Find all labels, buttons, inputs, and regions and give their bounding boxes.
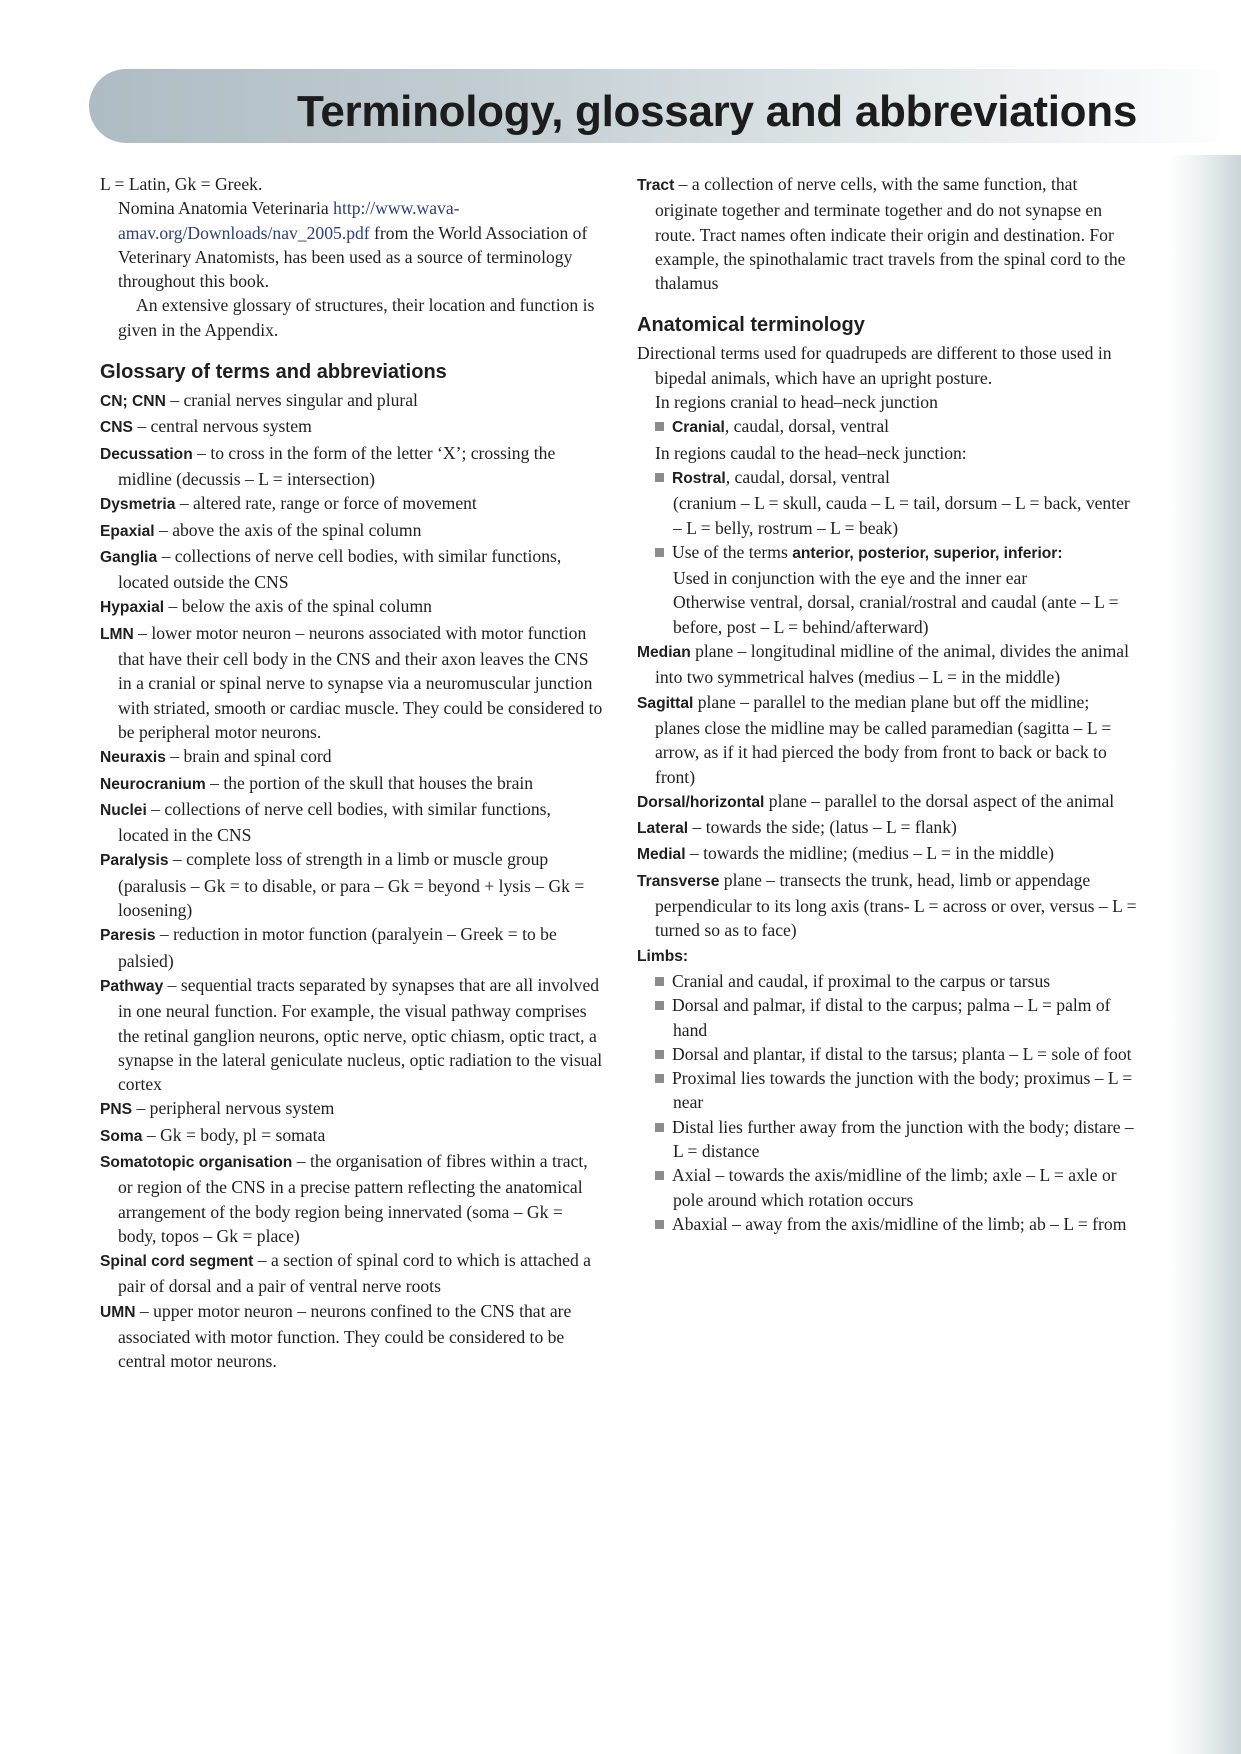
glossary-term: UMN bbox=[100, 1303, 136, 1321]
rostral-bullet bbox=[637, 465, 1137, 491]
limb-bullet bbox=[637, 1163, 1137, 1212]
glossary-entry bbox=[100, 1149, 605, 1248]
limb-text: Dorsal and palmar, if distal to the carpus; palma – L = palm of hand bbox=[672, 995, 1111, 1040]
plane-entry bbox=[637, 868, 1137, 943]
glossary-definition: – central nervous system bbox=[132, 416, 312, 437]
plane-definition: – towards the side; (latus – L = flank) bbox=[688, 817, 957, 838]
limb-text: Abaxial – away from the axis/midline of the limb; ab – L = from bbox=[672, 1213, 1127, 1234]
bullet-term: anterior, posterior, superior, inferior: bbox=[792, 544, 1063, 562]
limbs-heading bbox=[637, 943, 1137, 969]
glossary-definition: – collections of nerve cell bodies, with similar functions, located in the CNS bbox=[118, 798, 551, 846]
glossary-entry bbox=[100, 973, 605, 1096]
plane-definition: plane – parallel to the median plane but off the midline; planes close the midline may be called paramedian (sagitta – L = arrow, as if it had pierced the body from front to back or back to front) bbox=[655, 691, 1112, 787]
glossary-definition: – altered rate, range or force of movement bbox=[175, 493, 477, 514]
glossary-entry bbox=[100, 1248, 605, 1299]
limb-bullet bbox=[637, 993, 1137, 1042]
glossary-term: Hypaxial bbox=[100, 599, 165, 617]
glossary-definition: – the organisation of fibres within a tract, or region of the CNS in a precise pattern reflecting the anatomical arrangement of the body region being innervated (soma – Gk = body, topos – Gk = place) bbox=[118, 1150, 588, 1246]
glossary-term: Neurocranium bbox=[100, 775, 206, 793]
glossary-definition: – complete loss of strength in a limb or muscle group (paralusis – Gk = to disable, or para – Gk = beyond + lysis – Gk = loosening) bbox=[118, 849, 585, 921]
limb-bullet bbox=[637, 1212, 1137, 1236]
bullet-text: Use of the terms bbox=[672, 541, 793, 562]
limbs-list bbox=[637, 969, 1137, 1236]
glossary-definition: – a section of spinal cord to which is attached a pair of dorsal and a pair of ventral nerve roots bbox=[118, 1250, 591, 1297]
glossary-term: Paralysis bbox=[100, 852, 169, 870]
glossary-definition: – upper motor neuron – neurons confined to the CNS that are associated with motor function. They could be considered to be central motor neurons. bbox=[118, 1300, 572, 1372]
bullet-text: , caudal, dorsal, ventral bbox=[725, 466, 890, 487]
glossary-term: Dysmetria bbox=[100, 496, 176, 514]
glossary-definition: – brain and spinal cord bbox=[165, 746, 332, 767]
glossary-definition: – below the axis of the spinal column bbox=[164, 596, 432, 617]
square-bullet-icon bbox=[655, 1074, 664, 1083]
limb-text: Distal lies further away from the junction with the body; distare – L = distance bbox=[672, 1116, 1134, 1161]
nav-source-paragraph bbox=[100, 196, 605, 293]
glossary-definition: – sequential tracts separated by synapses that are all involved in one neural function. For example, the visual pathway comprises the retinal ganglion neurons, optic nerve, optic chiasm, optic tract, a synapse in the lateral geniculate nucleus, optic radiation to the visual cortex bbox=[118, 974, 603, 1095]
cranial-regions-label: In regions cranial to head–neck junction bbox=[655, 392, 938, 413]
glossary-entry bbox=[100, 544, 605, 595]
glossary-list-left bbox=[100, 388, 605, 1374]
glossary-entry bbox=[100, 744, 605, 770]
glossary-term: Decussation bbox=[100, 445, 193, 463]
cranial-bullet bbox=[637, 414, 1137, 440]
plane-entry bbox=[637, 789, 1137, 815]
glossary-entry bbox=[100, 847, 605, 922]
square-bullet-icon bbox=[655, 548, 664, 557]
appendix-note: An extensive glossary of structures, their location and function is given in the Appendix. bbox=[118, 295, 595, 340]
square-bullet-icon bbox=[655, 977, 664, 986]
rostral-note: (cranium – L = skull, cauda – L = tail, dorsum – L = back, venter – L = belly, rostrum – L = beak) bbox=[673, 493, 1130, 538]
glossary-definition: – collections of nerve cell bodies, with similar functions, located outside the CNS bbox=[118, 545, 562, 593]
glossary-definition: – a collection of nerve cells, with the same function, that originate together and terminate together and do not synapse en route. Tract names often indicate their origin and destination. For example, the spinothalamic tract travels from the spinal cord to the thalamus bbox=[655, 174, 1126, 294]
language-key: L = Latin, Gk = Greek. bbox=[100, 174, 263, 194]
nav-suffix: from the World Association of Veterinary Anatomists, has been used as a source of terminology throughout this book. bbox=[118, 222, 588, 292]
square-bullet-icon bbox=[655, 1001, 664, 1010]
glossary-entry bbox=[100, 1096, 605, 1122]
glossary-heading: Glossary of terms and abbreviations bbox=[100, 361, 447, 384]
glossary-definition: – cranial nerves singular and plural bbox=[165, 390, 418, 411]
plane-entry bbox=[637, 639, 1137, 690]
glossary-definition: – the portion of the skull that houses the brain bbox=[205, 772, 534, 793]
limb-bullet bbox=[637, 1042, 1137, 1066]
square-bullet-icon bbox=[655, 1050, 664, 1059]
plane-entry bbox=[637, 690, 1137, 789]
glossary-term: Somatotopic organisation bbox=[100, 1153, 293, 1171]
limb-text: Proximal lies towards the junction with the body; proximus – L = near bbox=[672, 1068, 1133, 1113]
plane-term: Medial bbox=[637, 846, 686, 864]
glossary-entry bbox=[100, 1123, 605, 1149]
glossary-definition: – Gk = body, pl = somata bbox=[142, 1124, 326, 1145]
glossary-entry bbox=[100, 922, 605, 973]
glossary-entry bbox=[100, 518, 605, 544]
page-title: Terminology, glossary and abbreviations bbox=[297, 87, 1137, 136]
glossary-entry bbox=[637, 172, 1137, 295]
square-bullet-icon bbox=[655, 1220, 664, 1229]
glossary-entry bbox=[100, 771, 605, 797]
bullet-text: , caudal, dorsal, ventral bbox=[724, 416, 890, 437]
nav-prefix: Nomina Anatomia Veterinaria bbox=[118, 198, 334, 219]
glossary-term: Ganglia bbox=[100, 548, 158, 566]
glossary-definition: – reduction in motor function (paralyein – Greek = to be palsied) bbox=[118, 924, 557, 971]
plane-definition: plane – longitudinal midline of the animal, divides the animal into two symmetrical halves (medius – L = in the middle) bbox=[655, 641, 1129, 688]
left-column bbox=[100, 172, 605, 1374]
bullet-term: Rostral bbox=[672, 469, 726, 487]
nav-link[interactable]: http://www.wava-amav.org/Downloads/nav_2005.pdf bbox=[118, 198, 460, 243]
glossary-entry bbox=[100, 621, 605, 744]
limb-text: Cranial and caudal, if proximal to the carpus or tarsus bbox=[672, 970, 1051, 991]
limb-bullet bbox=[637, 969, 1137, 993]
limb-bullet bbox=[637, 1115, 1137, 1164]
limb-text: Axial – towards the axis/midline of the limb; axle – L = axle or pole around which rotation occurs bbox=[672, 1165, 1117, 1210]
limb-bullet bbox=[637, 1066, 1137, 1115]
right-column bbox=[637, 172, 1137, 1236]
limbs-heading-label: Limbs: bbox=[637, 947, 689, 965]
plane-term: Transverse bbox=[637, 872, 720, 890]
anatomical-heading: Anatomical terminology bbox=[637, 314, 865, 337]
glossary-entry bbox=[100, 797, 605, 848]
limb-text: Dorsal and plantar, if distal to the tarsus; planta – L = sole of foot bbox=[672, 1043, 1132, 1064]
glossary-definition: – to cross in the form of the letter ‘X’; crossing the midline (decussis – L = intersection) bbox=[118, 442, 556, 489]
glossary-term: Soma bbox=[100, 1127, 143, 1145]
plane-term: Dorsal/horizontal bbox=[637, 793, 765, 811]
glossary-term: Nuclei bbox=[100, 801, 147, 819]
anatomical-intro: Directional terms used for quadrupeds are different to those used in bipedal animals, which have an upright posture. bbox=[637, 343, 1112, 388]
glossary-term: CN; CNN bbox=[100, 393, 166, 411]
glossary-definition: – above the axis of the spinal column bbox=[154, 519, 422, 540]
planes-list bbox=[637, 639, 1137, 943]
glossary-term: Paresis bbox=[100, 927, 156, 945]
plane-term: Lateral bbox=[637, 820, 689, 838]
page-edge-tint bbox=[1169, 155, 1241, 1754]
plane-definition: plane – transects the trunk, head, limb or appendage perpendicular to its long axis (trans- L = across or over, versus – L = turned so as to face) bbox=[655, 869, 1137, 941]
square-bullet-icon bbox=[655, 1171, 664, 1180]
glossary-entry bbox=[100, 491, 605, 517]
plane-entry bbox=[637, 841, 1137, 867]
plane-term: Median bbox=[637, 644, 691, 662]
glossary-term: Epaxial bbox=[100, 522, 155, 540]
plane-term: Sagittal bbox=[637, 694, 694, 712]
glossary-term: Pathway bbox=[100, 977, 164, 995]
caudal-regions-label: In regions caudal to the head–neck junction: bbox=[655, 442, 967, 463]
use-terms-line-1: Used in conjunction with the eye and the inner ear bbox=[673, 568, 1028, 589]
square-bullet-icon bbox=[655, 473, 664, 482]
glossary-term: LMN bbox=[100, 625, 134, 643]
glossary-definition: – peripheral nervous system bbox=[132, 1098, 335, 1119]
glossary-term: CNS bbox=[100, 419, 133, 437]
plane-definition: – towards the midline; (medius – L = in the middle) bbox=[685, 843, 1054, 864]
glossary-definition: – lower motor neuron – neurons associated with motor function that have their cell body in the CNS and their axon leaves the CNS in a cranial or spinal nerve to synapse via a neuromuscular junction with striated, smooth or cardiac muscle. They could be considered to be peripheral motor neurons. bbox=[118, 622, 603, 742]
glossary-entry bbox=[100, 441, 605, 492]
glossary-entry bbox=[100, 1299, 605, 1374]
glossary-term: Tract bbox=[637, 177, 675, 194]
glossary-term: Spinal cord segment bbox=[100, 1253, 254, 1271]
glossary-entry bbox=[100, 388, 605, 414]
glossary-entry bbox=[100, 414, 605, 440]
glossary-term: Neuraxis bbox=[100, 749, 166, 767]
use-terms-line-2: Otherwise ventral, dorsal, cranial/rostral and caudal (ante – L = before, post – L = behind/afterward) bbox=[673, 592, 1119, 637]
square-bullet-icon bbox=[655, 422, 664, 431]
use-terms-bullet bbox=[637, 540, 1137, 566]
plane-entry bbox=[637, 815, 1137, 841]
square-bullet-icon bbox=[655, 1123, 664, 1132]
glossary-entry bbox=[100, 594, 605, 620]
plane-definition: plane – parallel to the dorsal aspect of the animal bbox=[764, 790, 1115, 811]
bullet-term: Cranial bbox=[672, 419, 725, 437]
glossary-term: PNS bbox=[100, 1101, 133, 1119]
